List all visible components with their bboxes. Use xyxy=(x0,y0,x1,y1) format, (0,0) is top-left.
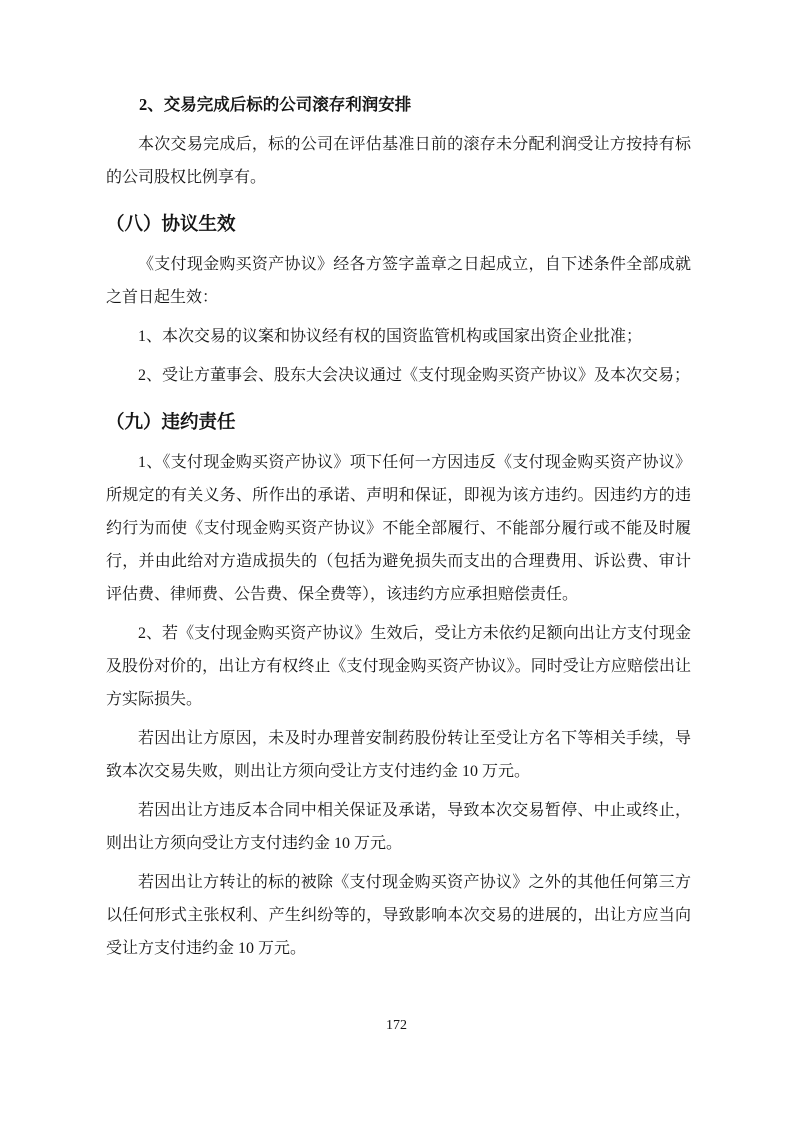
paragraph-rolling-profit: 本次交易完成后，标的公司在评估基准日前的滚存未分配利润受让方按持有标的公司股权比例享有。 xyxy=(106,136,691,186)
list-item-condition-1: 1、本次交易的议案和协议经有权的国资监管机构或国家出资企业批准； xyxy=(138,328,643,345)
paragraph-breach-4: 若因出让方违反本合同中相关保证及承诺，导致本次交易暂停、中止或终止，则出让方须向受让方支付违约金 10 万元。 xyxy=(106,802,691,852)
heading-rolling-profit-arrangement: 2、交易完成后标的公司滚存利润安排 xyxy=(139,95,412,114)
paragraph-breach-3: 若因出让方原因，未及时办理普安制药股份转让至受让方名下等相关手续，导致本次交易失败，则出让方须向受让方支付违约金 10 万元。 xyxy=(106,730,691,780)
section-9-heading: （九）违约责任 xyxy=(106,411,236,432)
page-number: 172 xyxy=(386,1018,407,1033)
list-item-condition-2: 2、受让方董事会、股东大会决议通过《支付现金购买资产协议》及本次交易； xyxy=(138,367,691,384)
paragraph-section-8-intro: 《支付现金购买资产协议》经各方签字盖章之日起成立，自下述条件全部成就之首日起生效： xyxy=(106,256,691,306)
paragraph-breach-1: 1、《支付现金购买资产协议》项下任何一方因违反《支付现金购买资产协议》所规定的有关义务、所作出的承诺、声明和保证，即视为该方违约。因违约方的违约行为而使《支付现金购买资产协议》不能全部履行、不能部分履行或不能及时履行，并由此给对方造成损失的（包括为避免损失而支出的合理费用、诉讼费、审计评估费、律师费、公告费、保全费等），该违约方应承担赔偿责任。 xyxy=(106,454,691,603)
paragraph-breach-5: 若因出让方转让的标的被除《支付现金购买资产协议》之外的其他任何第三方以任何形式主张权利、产生纠纷等的，导致影响本次交易的进展的，出让方应当向受让方支付违约金 10 万元。 xyxy=(106,874,691,957)
paragraph-breach-2: 2、若《支付现金购买资产协议》生效后，受让方未依约足额向出让方支付现金及股份对价的，出让方有权终止《支付现金购买资产协议》。同时受让方应赔偿出让方实际损失。 xyxy=(106,625,691,708)
section-8-heading: （八）协议生效 xyxy=(106,213,236,234)
